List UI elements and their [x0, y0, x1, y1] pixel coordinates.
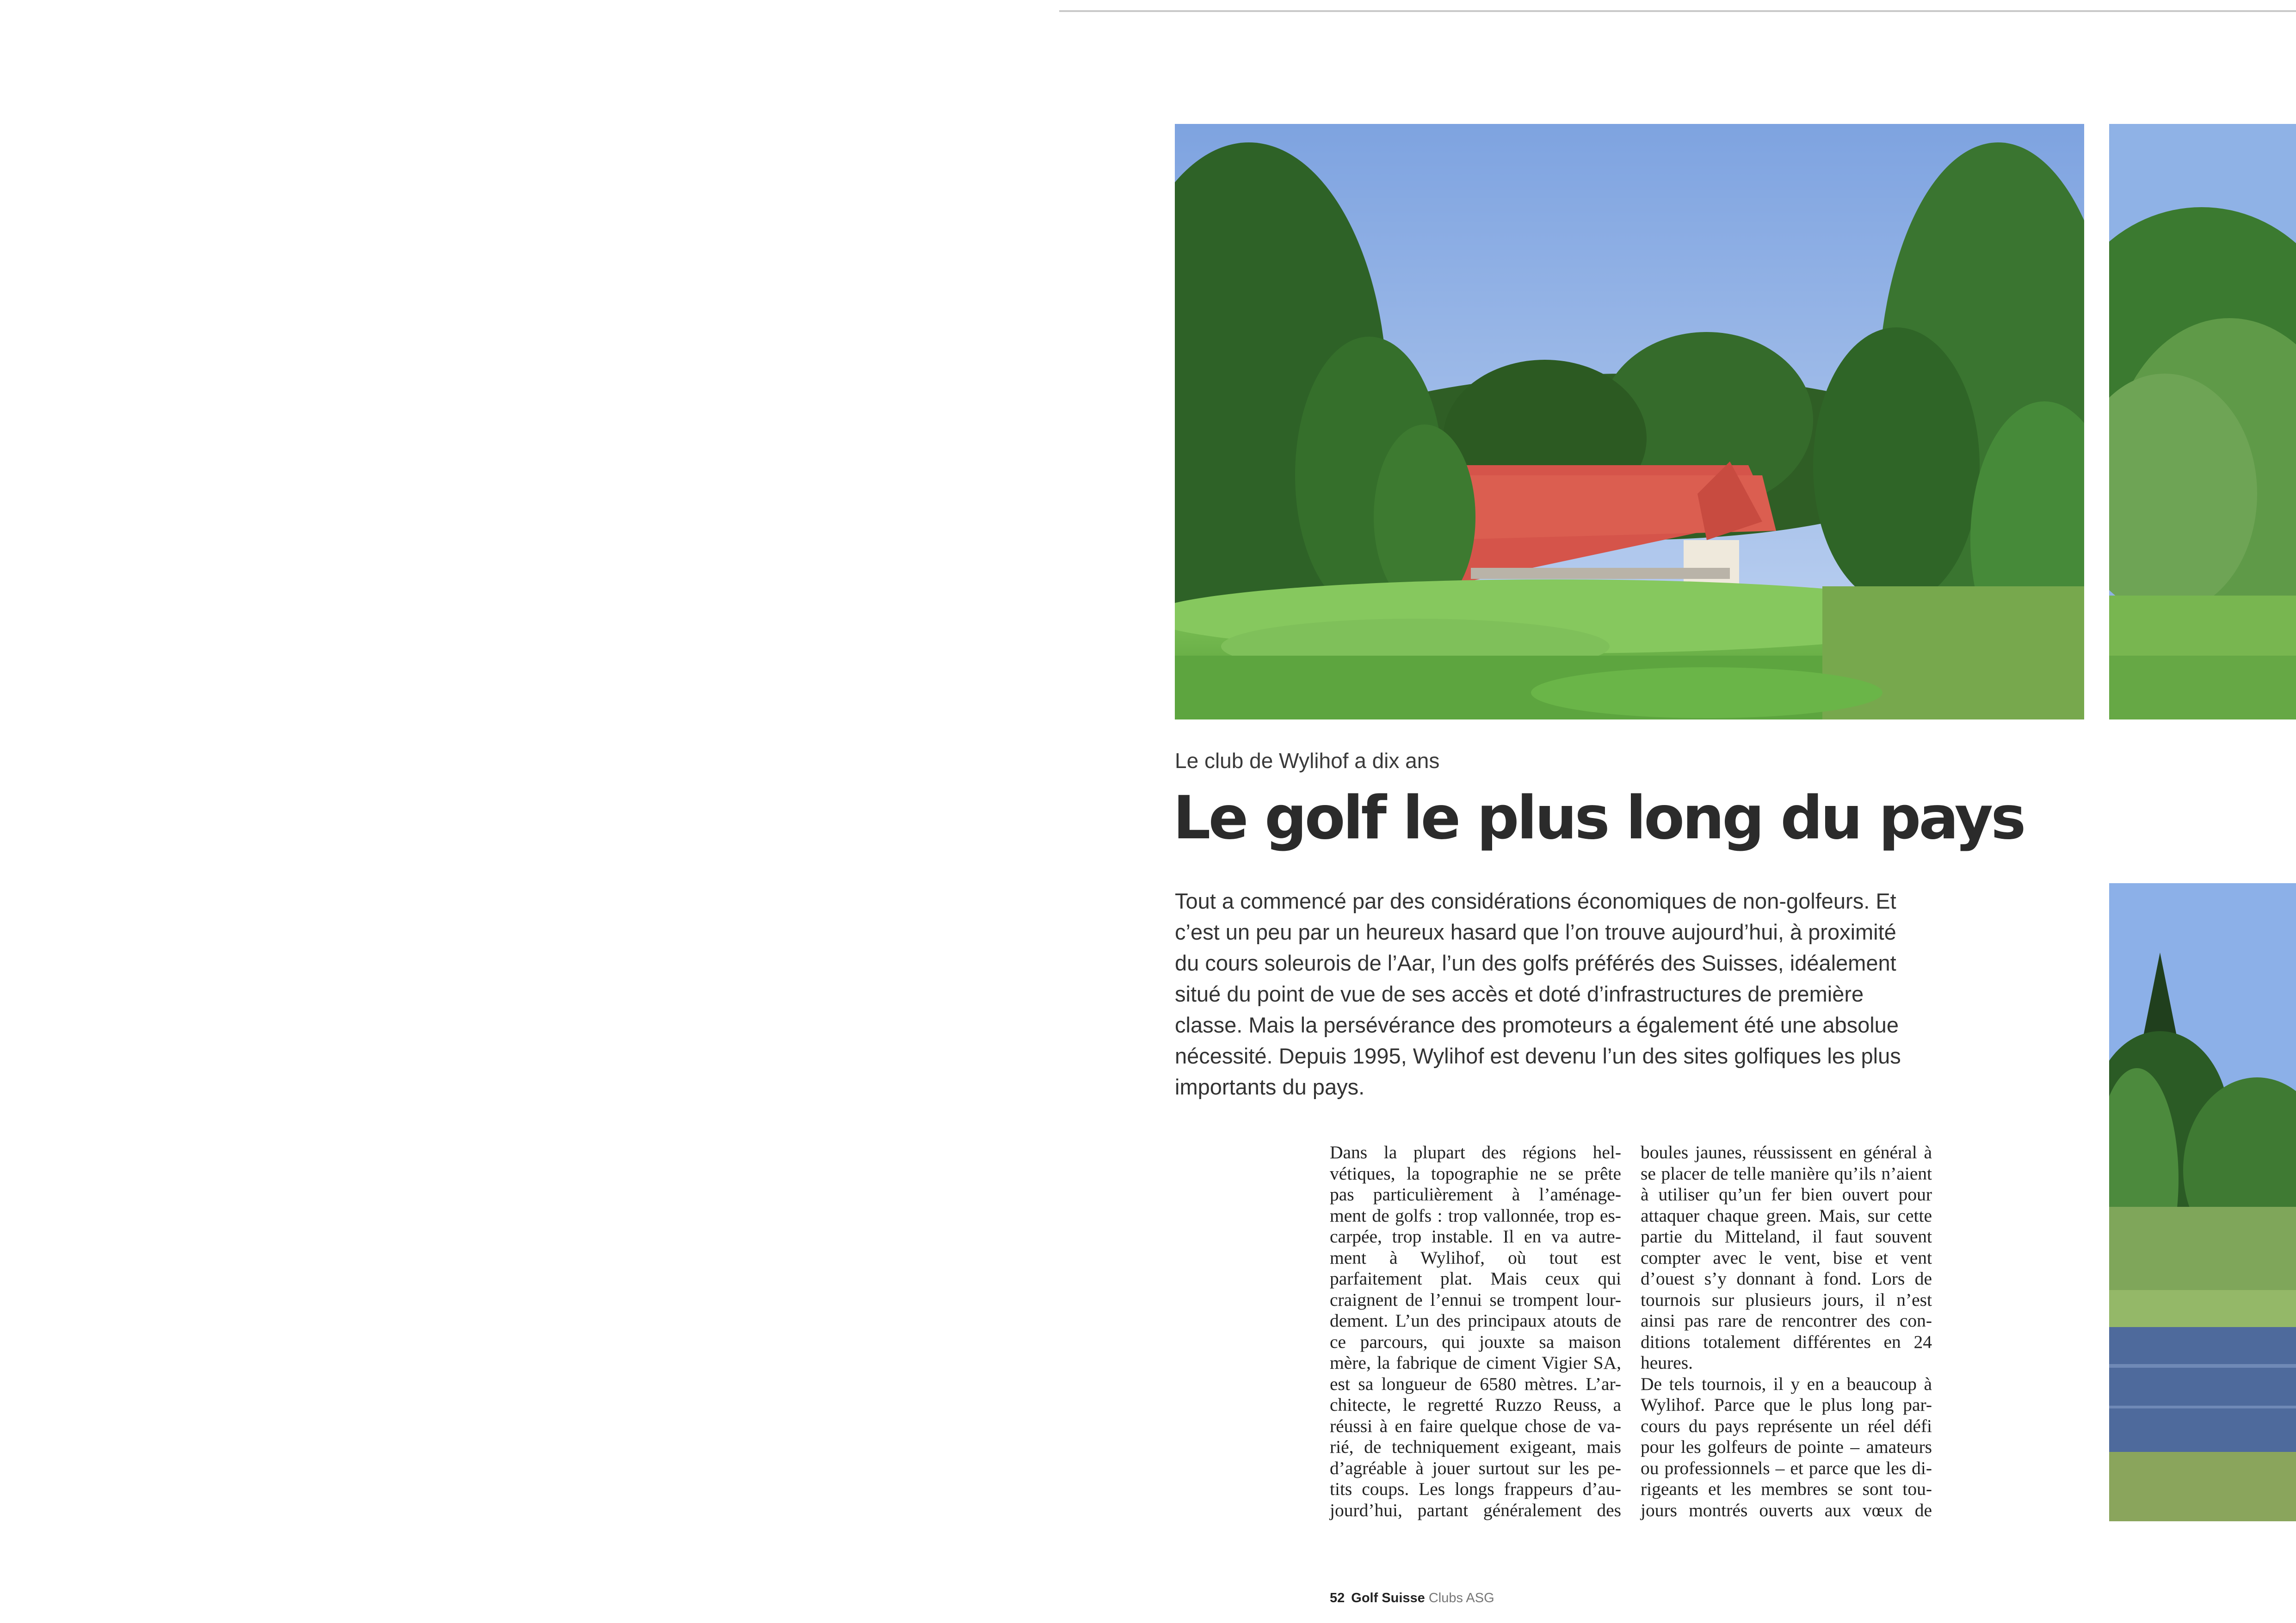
section-name: Clubs ASG — [1428, 1591, 1494, 1605]
lead-line: nécessité. Depuis 1995, Wylihof est devenu l’un des sites golfiques les plus — [1175, 1044, 1901, 1068]
body-line: d’agréable à jouer surtout sur les pe- — [1330, 1457, 1621, 1478]
body-line: jours montrés ouverts aux vœux de — [1641, 1500, 1932, 1520]
article-lead — [1175, 885, 1901, 1102]
body-line: Wylihof. Parce que le plus long par- — [1641, 1395, 1932, 1415]
body-line: compter avec le vent, bise et vent — [1641, 1247, 1932, 1268]
article-kicker: Le club de Wylihof a dix ans — [1175, 749, 1440, 773]
body-line: carpée, trop instable. Il en va autre- — [1330, 1226, 1621, 1247]
body-line: dement. L’un des principaux atouts de — [1330, 1310, 1621, 1331]
body-line: pour les golfeurs de pointe – amateurs — [1641, 1437, 1932, 1457]
body-line: vétiques, la topographie ne se prête — [1330, 1163, 1621, 1184]
body-line: à utiliser qu’un fer bien ouvert pour — [1641, 1184, 1932, 1205]
lead-line: du cours soleurois de l’Aar, l’un des golfs préférés des Suisses, idéalement — [1175, 951, 1896, 975]
body-line: se placer de telle manière qu’ils n’aient — [1641, 1163, 1932, 1184]
body-line: tits coups. Les longs frappeurs d’au- — [1330, 1479, 1621, 1499]
body-line: pas particulièrement à l’aménage- — [1330, 1184, 1621, 1205]
body-line: ment à Wylihof, où tout est — [1330, 1247, 1621, 1268]
lead-line: c’est un peu par un heureux hasard que l’on trouve aujourd’hui, à proximité — [1175, 920, 1896, 944]
page-footer — [1330, 1591, 1494, 1606]
lead-line: importants du pays. — [1175, 1075, 1365, 1099]
body-line: boules jaunes, réussissent en général à — [1641, 1142, 1932, 1162]
body-line: mère, la fabrique de ciment Vigier SA, — [1330, 1352, 1621, 1373]
body-column-right — [1641, 1142, 1932, 1521]
top-rule — [1059, 10, 2296, 12]
body-line: ou professionnels – et parce que les di- — [1641, 1457, 1932, 1478]
magazine-name: Golf Suisse — [1351, 1591, 1425, 1605]
body-line: parfaitement plat. Mais ceux qui — [1330, 1268, 1621, 1289]
body-line: jourd’hui, partant généralement des — [1330, 1500, 1621, 1520]
body-column-left — [1330, 1142, 1621, 1521]
clubhouse-photo — [1175, 124, 2084, 719]
pond-photo — [2109, 883, 2296, 1521]
body-line: est sa longueur de 6580 mètres. L’ar- — [1330, 1373, 1621, 1394]
page-number: 52 — [1330, 1591, 1345, 1605]
body-line: De tels tournois, il y en a beaucoup à — [1641, 1373, 1932, 1394]
body-line: d’ouest s’y donnant à fond. Lors de — [1641, 1268, 1932, 1289]
article-headline: Le golf le plus long du pays — [1173, 784, 2024, 853]
body-line: réussi à en faire quelque chose de va- — [1330, 1415, 1621, 1436]
body-line: ainsi pas rare de rencontrer des con- — [1641, 1310, 1932, 1331]
body-line: chitecte, le regretté Ruzzo Reuss, a — [1330, 1395, 1621, 1415]
landscape-photo-top — [2109, 124, 2296, 719]
body-line: ditions totalement différentes en 24 — [1641, 1331, 1932, 1352]
lead-line: classe. Mais la persévérance des promoteurs a également été une absolue — [1175, 1013, 1899, 1037]
body-line: rié, de techniquement exigeant, mais — [1330, 1437, 1621, 1457]
body-line: ce parcours, qui jouxte sa maison — [1330, 1331, 1621, 1352]
body-line: Dans la plupart des régions hel- — [1330, 1142, 1621, 1162]
lead-line: situé du point de vue de ses accès et doté d’infrastructures de première — [1175, 982, 1864, 1006]
body-line: attaquer chaque green. Mais, sur cette — [1641, 1205, 1932, 1226]
body-line: heures. — [1641, 1352, 1693, 1373]
body-line: rigeants et les membres se sont tou- — [1641, 1479, 1932, 1499]
body-line: cours du pays représente un réel défi — [1641, 1415, 1932, 1436]
body-line: partie du Mitteland, il faut souvent — [1641, 1226, 1932, 1247]
body-line: ment de golfs : trop vallonnée, trop es- — [1330, 1205, 1621, 1226]
body-line: tournois sur plusieurs jours, il n’est — [1641, 1289, 1932, 1310]
lead-line: Tout a commencé par des considérations économiques de non-golfeurs. Et — [1175, 889, 1896, 913]
body-line: craignent de l’ennui se trompent lour- — [1330, 1289, 1621, 1310]
